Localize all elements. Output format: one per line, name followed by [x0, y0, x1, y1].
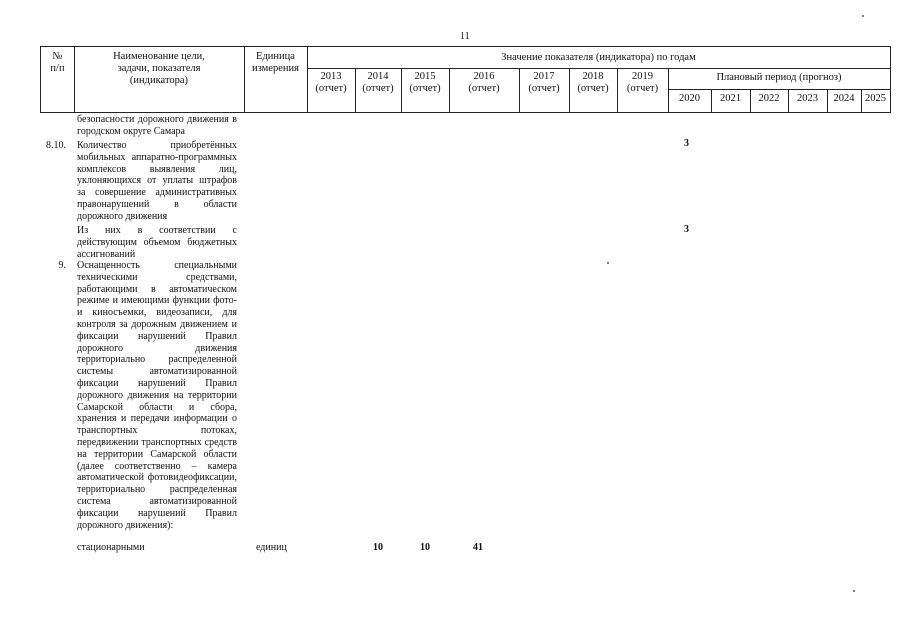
- row-text: Оснащенность специальными техническими средствами, работающими в автоматическом режиме и имеющими функции фото- и киносъемки, видеозаписи, для контроля за дорожным движением и фиксации нарушений Правил дорожного движения территориально распределенной системы автоматизированной фиксации нарушений Правил дорожного движения на территории Самарской области и сбора, хранения и передачи информации о транспортных потоках, передвижении транспортных средств на территории Самарской области (далее соответственно – камера автоматической фотовидеофиксации, территориально распределенная система автоматизированной фиксации нарушений Правил дорожного движения):: [77, 260, 237, 531]
- header-values: Значение показателя (индикатора) по годам: [501, 52, 696, 63]
- row-text: Из них в соответствии с действующим объемом бюджетных ассигнований: [77, 225, 237, 260]
- value-2016: 41: [473, 542, 483, 553]
- year-2018: 2018 (отчет): [577, 71, 609, 94]
- year-2015: 2015 (отчет): [409, 71, 441, 94]
- value-2014: 10: [373, 542, 383, 553]
- plan-period-title: Плановый период (прогноз): [716, 72, 842, 83]
- value-2020: 3: [684, 138, 689, 149]
- value-2015: 10: [420, 542, 430, 553]
- scan-speck: [853, 590, 855, 592]
- scan-speck: [607, 262, 609, 264]
- row-number: 8.10.: [46, 140, 66, 151]
- page-number: 11: [460, 31, 470, 42]
- year-2014: 2014 (отчет): [362, 71, 394, 94]
- value-2020: 3: [684, 224, 689, 235]
- year-2016: 2016 (отчет): [468, 71, 500, 94]
- row-text: безопасности дорожного движения в городском округе Самара: [77, 114, 237, 137]
- year-2023: 2023: [797, 93, 818, 104]
- year-2022: 2022: [758, 93, 780, 104]
- year-2024: 2024: [833, 93, 855, 104]
- year-2013: 2013 (отчет): [315, 71, 347, 94]
- year-2017: 2017 (отчет): [528, 71, 560, 94]
- year-2021: 2021: [720, 93, 741, 104]
- row-number: 9.: [58, 260, 66, 271]
- year-2020: 2020: [679, 93, 700, 104]
- header-unit: Единица измерения: [252, 51, 299, 74]
- header-number: № п/п: [50, 51, 65, 74]
- year-2019: 2019 (отчет): [626, 71, 659, 94]
- header-name: Наименование цели, задачи, показателя (индикатора): [113, 51, 205, 86]
- row-text: стационарными: [77, 542, 145, 553]
- row-text: Количество приобретённых мобильных аппаратно-программных комплексов выявления лиц, уклоняющихся от уплаты штрафов за совершение административных правонарушений в области дорожного движения: [77, 140, 237, 222]
- scan-speck: [862, 15, 864, 17]
- table-header: [40, 46, 891, 113]
- row-unit: единиц: [256, 542, 287, 553]
- year-2025: 2025: [865, 93, 886, 104]
